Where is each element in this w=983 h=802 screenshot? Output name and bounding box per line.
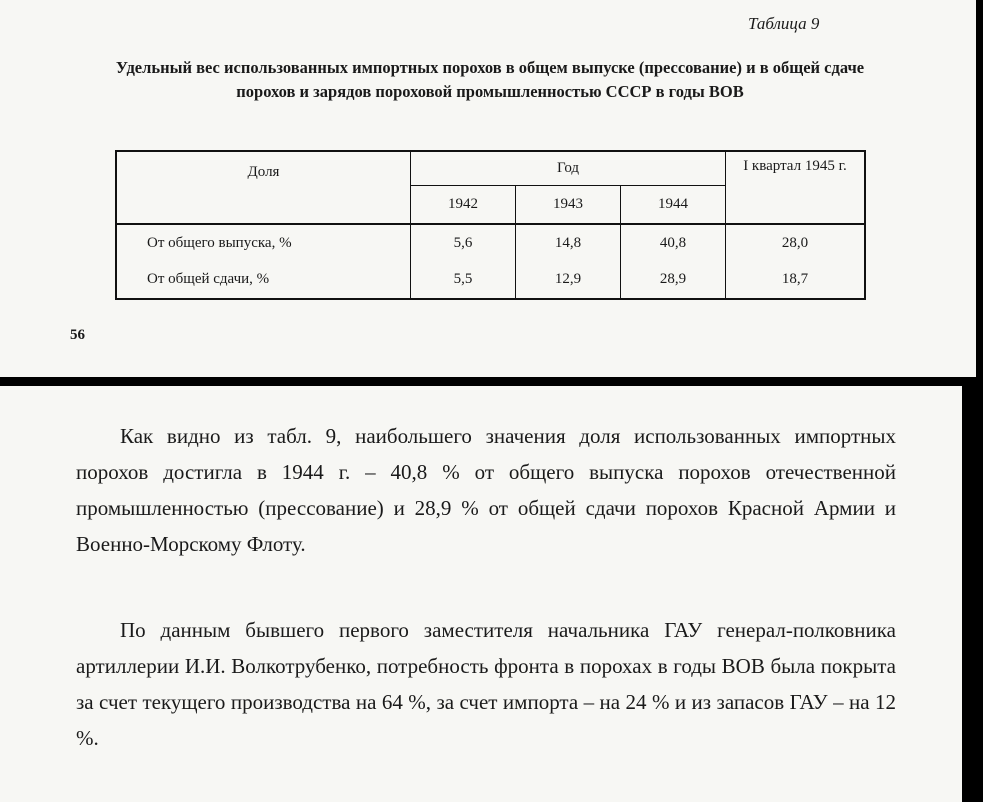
table-title: Удельный вес использованных импортных порохов в общем выпуске (прессование) и в общей сдаче порохов и зарядов пороховой промышленностью СССР в годы ВОВ (115, 58, 865, 101)
year-1944: 1944 (621, 186, 726, 225)
header-share: Доля (116, 151, 411, 224)
data-table (115, 150, 866, 300)
table-cell: 28,0 (726, 224, 866, 261)
row-label: От общей сдачи, % (116, 262, 411, 300)
table-header-row (116, 151, 865, 186)
table-row (116, 262, 865, 300)
paragraph: По данным бывшего первого заместителя начальника ГАУ генерал-полковника артиллерии И.И. Волкотрубенко, потребность фронта в порохах в годы ВОВ была покрыта за счет текущего производства на 64 %, за счет импорта – на 24 % и из запасов ГАУ – на 12 %. (76, 618, 896, 750)
year-1942: 1942 (411, 186, 516, 225)
year-1943: 1943 (516, 186, 621, 225)
table-cell: 18,7 (726, 262, 866, 300)
top-page (0, 0, 976, 377)
table-cell: 12,9 (516, 262, 621, 300)
table-cell: 5,5 (411, 262, 516, 300)
table-cell: 40,8 (621, 224, 726, 261)
table-row (116, 224, 865, 261)
table-cell: 28,9 (621, 262, 726, 300)
header-year: Год (411, 151, 726, 186)
page-number: 56 (70, 327, 85, 343)
paragraph: Как видно из табл. 9, наибольшего значения доля использованных импортных порохов достигла в 1944 г. – 40,8 % от общего выпуска порохов отечественной промышленностью (прессование) и 28,9 % от общей сдачи порохов Красной Армии и Военно-Морскому Флоту. (76, 424, 896, 556)
table-cell: 5,6 (411, 224, 516, 261)
header-quarter: I квартал 1945 г. (726, 151, 866, 224)
table-caption: Таблица 9 (748, 14, 820, 33)
row-label: От общего выпуска, % (116, 224, 411, 261)
table-cell: 14,8 (516, 224, 621, 261)
